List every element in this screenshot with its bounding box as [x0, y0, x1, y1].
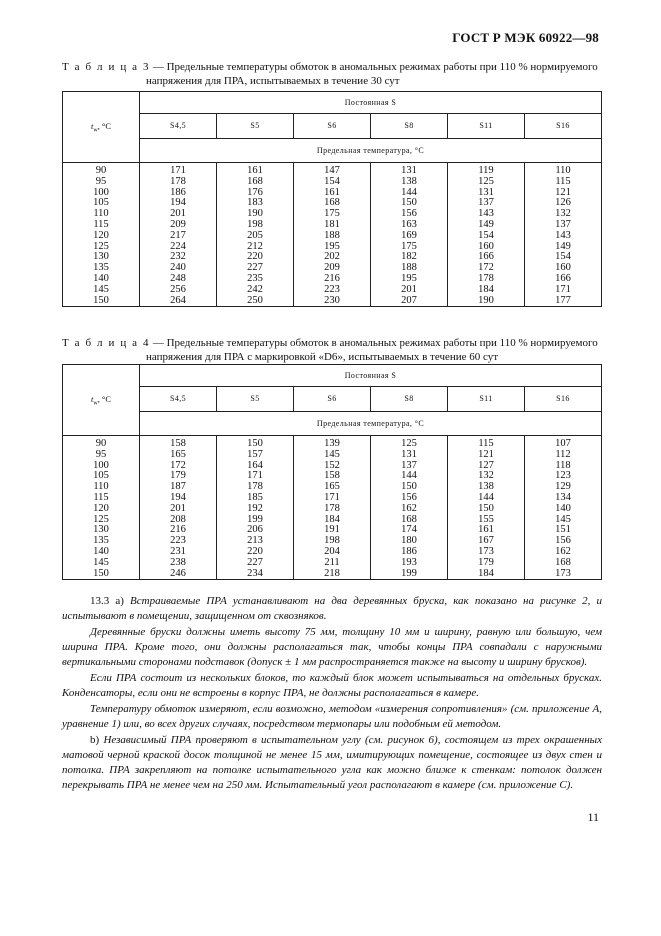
tw-value: 90: [95, 165, 107, 176]
temperature-value: 190: [247, 208, 263, 220]
temperature-value: 137: [555, 218, 571, 230]
paragraph: Деревянные бруски должны иметь высоту 75 мм, толщину 10 мм и ширину, равную или большую, чем ширина ПРА. Кроме того, они должны располагаться так, чтобы концы ПРА совпадали с наружными вертикальными сторонами подставок (допуск ± 1 мм распространяется также на высоту и ширину брусков).: [62, 626, 602, 668]
temperature-value: 199: [247, 513, 263, 525]
tw-value: 125: [93, 240, 109, 252]
temperature-value: 246: [170, 567, 186, 579]
temperature-value: 161: [247, 165, 263, 176]
temperature-value: 115: [555, 175, 571, 187]
temperature-value: 144: [401, 186, 417, 198]
table4-col-header: S4,5: [140, 387, 217, 411]
table4-data-column: [294, 436, 371, 580]
temperature-value: 187: [170, 481, 186, 493]
temperature-value: 166: [478, 251, 494, 263]
temperature-value: 125: [478, 175, 494, 187]
temperature-value: 178: [247, 481, 263, 493]
table3-limit-header: Предельная температура, °C: [140, 138, 602, 162]
temperature-value: 175: [324, 208, 340, 220]
table3-columns-row: [63, 114, 602, 138]
temperature-value: 195: [324, 240, 340, 252]
table3-data-column: [371, 163, 448, 307]
temperature-value: 169: [401, 229, 417, 241]
temperature-value: 264: [170, 294, 186, 306]
temperature-value: 147: [324, 165, 340, 176]
temperature-value: 121: [555, 186, 571, 198]
table3-col-header: S5: [217, 114, 294, 138]
temperature-value: 149: [478, 218, 494, 230]
table4-tw-header: $t_w$, °C: [63, 365, 140, 436]
temperature-value: 198: [247, 218, 263, 230]
temperature-value: 230: [324, 294, 340, 306]
temperature-value: 179: [170, 470, 186, 482]
temperature-value: 178: [478, 272, 494, 284]
temperature-value: 156: [401, 491, 417, 503]
table3-data-column: [140, 163, 217, 307]
document-header: ГОСТ Р МЭК 60922—98: [452, 30, 599, 45]
temperature-value: 129: [555, 481, 571, 493]
tw-value: 130: [93, 524, 109, 536]
temperature-value: 156: [555, 535, 571, 547]
table3-body: [63, 163, 602, 307]
table4-data-column: [371, 436, 448, 580]
temperature-value: 209: [170, 218, 186, 230]
temperature-value: 213: [247, 535, 263, 547]
temperature-value: 179: [478, 556, 494, 568]
table4-title-first: — Предельные температуры обмоток в аномальных режимах работы при 110 % нормируемого: [152, 337, 598, 349]
temperature-value: 195: [401, 272, 417, 284]
tw-value: 145: [93, 283, 109, 295]
temperature-value: 235: [247, 272, 263, 284]
table3-data-column: [525, 163, 602, 307]
temperature-value: 184: [324, 513, 340, 525]
table4-label: Т а б л и ц а 4: [62, 337, 151, 349]
temperature-value: 216: [170, 524, 186, 536]
temperature-value: 162: [555, 545, 571, 557]
temperature-value: 202: [324, 251, 340, 263]
temperature-value: 182: [401, 251, 417, 263]
tw-value: 150: [93, 294, 109, 306]
tw-value: 135: [93, 262, 109, 274]
temperature-value: 217: [170, 229, 186, 241]
tw-value: 135: [93, 535, 109, 547]
body-text: [62, 594, 602, 794]
temperature-value: 115: [478, 438, 494, 449]
tw-value: 115: [93, 491, 109, 503]
temperature-value: 207: [401, 294, 417, 306]
temperature-value: 178: [324, 502, 340, 514]
temperature-value: 134: [555, 491, 571, 503]
temperature-value: 223: [170, 535, 186, 547]
temperature-value: 149: [555, 240, 571, 252]
temperature-value: 212: [247, 240, 263, 252]
temperature-value: 186: [170, 186, 186, 198]
tw-value: 130: [93, 251, 109, 263]
table4-title-second: напряжения для ПРА с маркировкой «D6», испытываемых в течение 60 сут: [146, 351, 499, 363]
tw-value: 105: [93, 470, 109, 482]
table3-col-header: S16: [525, 114, 602, 138]
temperature-value: 139: [324, 438, 340, 449]
temperature-value: 181: [324, 218, 340, 230]
table4: [62, 364, 602, 580]
temperature-value: 231: [170, 545, 186, 557]
temperature-value: 166: [555, 272, 571, 284]
table3: [62, 91, 602, 307]
temperature-value: 216: [324, 272, 340, 284]
temperature-value: 137: [401, 459, 417, 471]
temperature-value: 154: [478, 229, 494, 241]
temperature-value: 156: [401, 208, 417, 220]
temperature-value: 183: [247, 197, 263, 209]
paragraph: Если ПРА состоит из нескольких блоков, то каждый блок может испытываться на отдельных брусках. Конденсаторы, если они не встроены в корпус ПРА, не должны располагаться в камере.: [62, 672, 602, 699]
paragraph-text: Независимый ПРА проверяют в испытательном углу (см. рисунок 6), состоящем из трех окрашенных матовой черной краской досок толщиной не менее 15 мм, имитирующих помещение, состоящее из двух стен и потолка. ПРА закрепляют на потолке испытательного угла как можно ближе к стенкам: потолок должен перекрывать ПРА не менее чем на 250 мм. Испытательный угол располагают в камере (см. приложение С).: [62, 734, 603, 791]
temperature-value: 193: [401, 556, 417, 568]
table4-col-header: S11: [448, 387, 525, 411]
temperature-value: 201: [401, 283, 417, 295]
temperature-value: 173: [555, 567, 571, 579]
temperature-value: 165: [324, 481, 340, 493]
temperature-value: 131: [401, 165, 417, 176]
temperature-value: 208: [170, 513, 186, 525]
table3-title-first: — Предельные температуры обмоток в аномальных режимах работы при 110 % нормируемого: [152, 61, 598, 73]
temperature-value: 234: [247, 567, 263, 579]
table3-data-column: [294, 163, 371, 307]
temperature-value: 192: [247, 502, 263, 514]
temperature-value: 188: [324, 229, 340, 241]
temperature-value: 176: [247, 186, 263, 198]
temperature-value: 151: [555, 524, 571, 536]
temperature-value: 112: [555, 448, 571, 460]
temperature-value: 110: [555, 165, 571, 176]
temperature-value: 178: [170, 175, 186, 187]
temperature-value: 238: [170, 556, 186, 568]
tw-value: 115: [93, 218, 109, 230]
table4-data-column: [140, 436, 217, 580]
temperature-value: 199: [401, 567, 417, 579]
temperature-value: 158: [324, 470, 340, 482]
temperature-value: 150: [247, 438, 263, 449]
temperature-value: 250: [247, 294, 263, 306]
temperature-value: 164: [247, 459, 263, 471]
temperature-value: 119: [478, 165, 494, 176]
table3-data-column: [448, 163, 525, 307]
table4-data-column: [525, 436, 602, 580]
paragraph-13-3-a: [62, 594, 602, 624]
table4-data-column: [448, 436, 525, 580]
table4-columns-row: [63, 387, 602, 411]
table3-title-second: напряжения для ПРА, испытываемых в течение 30 сут: [146, 75, 400, 87]
tw-value: 120: [93, 229, 109, 241]
temperature-value: 138: [401, 175, 417, 187]
temperature-value: 140: [555, 502, 571, 514]
temperature-value: 191: [324, 524, 340, 536]
temperature-value: 137: [478, 197, 494, 209]
temperature-value: 127: [478, 459, 494, 471]
temperature-value: 224: [170, 240, 186, 252]
temperature-value: 160: [555, 262, 571, 274]
temperature-value: 152: [324, 459, 340, 471]
table3-data-column: [217, 163, 294, 307]
temperature-value: 160: [478, 240, 494, 252]
table4-caption: [62, 336, 602, 364]
temperature-value: 161: [478, 524, 494, 536]
temperature-value: 173: [478, 545, 494, 557]
table3-group-header: Постоянная S: [140, 92, 602, 114]
temperature-value: 256: [170, 283, 186, 295]
temperature-value: 167: [478, 535, 494, 547]
temperature-value: 205: [247, 229, 263, 241]
temperature-value: 209: [324, 262, 340, 274]
temperature-value: 171: [324, 491, 340, 503]
temperature-value: 218: [324, 567, 340, 579]
temperature-value: 165: [170, 448, 186, 460]
item-number: b): [90, 734, 100, 746]
table3-col-header: S4,5: [140, 114, 217, 138]
temperature-value: 174: [401, 524, 417, 536]
temperature-value: 154: [555, 251, 571, 263]
tw-value: 100: [93, 459, 109, 471]
temperature-value: 131: [401, 448, 417, 460]
temperature-value: 163: [401, 218, 417, 230]
temperature-value: 155: [478, 513, 494, 525]
temperature-value: 201: [170, 502, 186, 514]
temperature-value: 240: [170, 262, 186, 274]
table4-col-header: S6: [294, 387, 371, 411]
temperature-value: 150: [401, 197, 417, 209]
paragraph-text: Встраиваемые ПРА устанавливают на два деревянных бруска, как показано на рисунке 2, и испытывают в помещении, защищенном от сквозняков.: [62, 595, 603, 622]
page-number: 11: [587, 810, 599, 824]
temperature-value: 171: [247, 470, 263, 482]
temperature-value: 232: [170, 251, 186, 263]
temperature-value: 211: [324, 556, 340, 568]
temperature-value: 168: [401, 513, 417, 525]
temperature-value: 154: [324, 175, 340, 187]
table4-col-header: S8: [371, 387, 448, 411]
temperature-value: 201: [170, 208, 186, 220]
temperature-value: 144: [401, 470, 417, 482]
table4-tw-column: [63, 436, 140, 580]
temperature-value: 145: [555, 513, 571, 525]
temperature-value: 177: [555, 294, 571, 306]
temperature-value: 150: [478, 502, 494, 514]
temperature-value: 175: [401, 240, 417, 252]
temperature-value: 162: [401, 502, 417, 514]
table3-tw-column: [63, 163, 140, 307]
temperature-value: 157: [247, 448, 263, 460]
tw-value: 105: [93, 197, 109, 209]
paragraph-b: [62, 733, 602, 793]
temperature-value: 184: [478, 567, 494, 579]
temperature-value: 180: [401, 535, 417, 547]
tw-value: 100: [93, 186, 109, 198]
tw-value: 145: [93, 556, 109, 568]
temperature-value: 188: [401, 262, 417, 274]
item-number: 13.3 а): [90, 595, 124, 607]
temperature-value: 144: [478, 491, 494, 503]
temperature-value: 158: [170, 438, 186, 449]
tw-value: 110: [93, 481, 109, 493]
tw-value: 95: [95, 175, 107, 187]
temperature-value: 194: [170, 491, 186, 503]
table3-col-header: S6: [294, 114, 371, 138]
tw-value: 140: [93, 545, 109, 557]
table4-data-column: [217, 436, 294, 580]
temperature-value: 204: [324, 545, 340, 557]
tw-value: 120: [93, 502, 109, 514]
temperature-value: 242: [247, 283, 263, 295]
temperature-value: 172: [170, 459, 186, 471]
table4-body: [63, 436, 602, 580]
table3-col-header: S11: [448, 114, 525, 138]
table3-tw-header: $t_w$, °C: [63, 92, 140, 163]
temperature-value: 161: [324, 186, 340, 198]
table3-caption: [62, 60, 602, 88]
temperature-value: 143: [478, 208, 494, 220]
tw-value: 95: [95, 448, 107, 460]
temperature-value: 190: [478, 294, 494, 306]
temperature-value: 132: [478, 470, 494, 482]
temperature-value: 131: [478, 186, 494, 198]
temperature-value: 107: [555, 438, 571, 449]
tw-value: 90: [95, 438, 107, 449]
temperature-value: 123: [555, 470, 571, 482]
tw-value: 125: [93, 513, 109, 525]
temperature-value: 168: [555, 556, 571, 568]
temperature-value: 168: [324, 197, 340, 209]
table3-col-header: S8: [371, 114, 448, 138]
temperature-value: 194: [170, 197, 186, 209]
table4-col-header: S16: [525, 387, 602, 411]
tw-value: 110: [93, 208, 109, 220]
temperature-value: 220: [247, 545, 263, 557]
temperature-value: 220: [247, 251, 263, 263]
temperature-value: 227: [247, 556, 263, 568]
tw-value: 150: [93, 567, 109, 579]
table3-label: Т а б л и ц а 3: [62, 61, 151, 73]
temperature-value: 132: [555, 208, 571, 220]
temperature-value: 186: [401, 545, 417, 557]
tw-value: 140: [93, 272, 109, 284]
temperature-value: 185: [247, 491, 263, 503]
temperature-value: 143: [555, 229, 571, 241]
temperature-value: 150: [401, 481, 417, 493]
temperature-value: 125: [401, 438, 417, 449]
temperature-value: 248: [170, 272, 186, 284]
temperature-value: 145: [324, 448, 340, 460]
temperature-value: 184: [478, 283, 494, 295]
temperature-value: 138: [478, 481, 494, 493]
temperature-value: 198: [324, 535, 340, 547]
temperature-value: 168: [247, 175, 263, 187]
temperature-value: 171: [555, 283, 571, 295]
temperature-value: 121: [478, 448, 494, 460]
temperature-value: 223: [324, 283, 340, 295]
table4-group-header: Постоянная S: [140, 365, 602, 387]
temperature-value: 206: [247, 524, 263, 536]
temperature-value: 227: [247, 262, 263, 274]
temperature-value: 118: [555, 459, 571, 471]
temperature-value: 171: [170, 165, 186, 176]
table4-col-header: S5: [217, 387, 294, 411]
temperature-value: 172: [478, 262, 494, 274]
paragraph: Температуру обмоток измеряют, если возможно, методом «измерения сопротивления» (см. приложение А, уравнение 1) или, во всех других случаях, посредством термопары или подобным ей методом.: [62, 703, 602, 730]
temperature-value: 126: [555, 197, 571, 209]
table4-limit-header: Предельная температура, °C: [140, 411, 602, 435]
